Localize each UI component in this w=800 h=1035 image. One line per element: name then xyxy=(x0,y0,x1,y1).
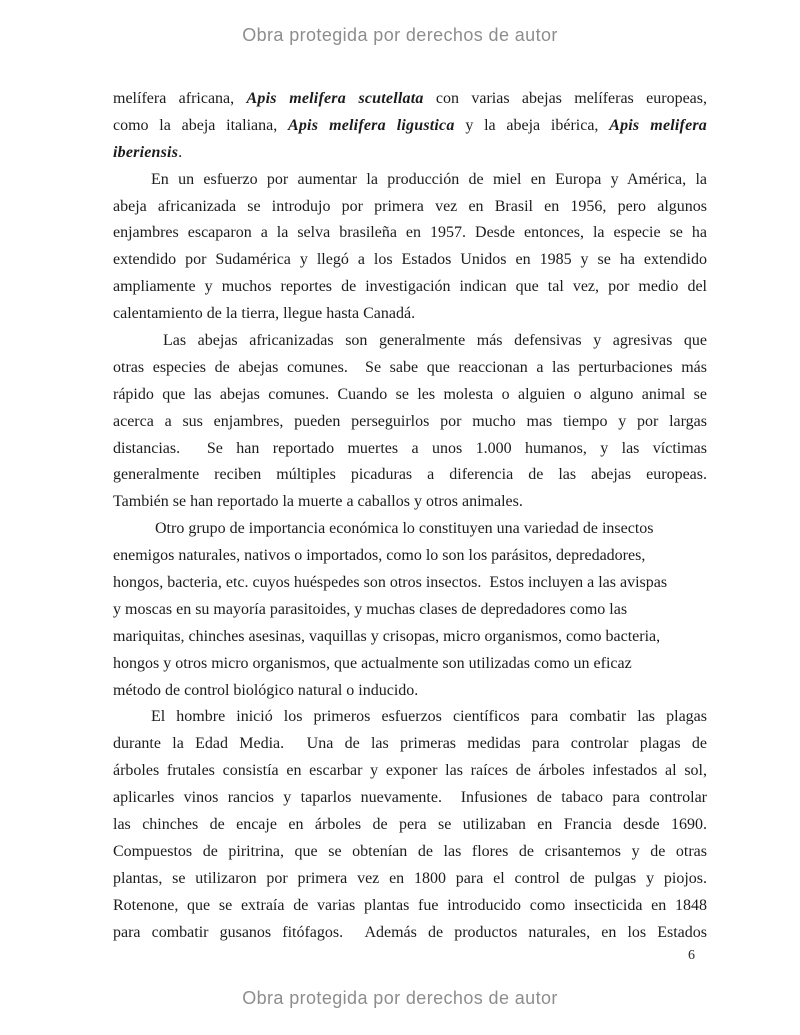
copyright-notice-top: Obra protegida por derechos de autor xyxy=(242,25,558,45)
text-line: Otro grupo de importancia económica lo constituyen una variedad de insectos xyxy=(155,520,654,538)
paragraph xyxy=(113,167,707,328)
text-line: Las abejas africanizadas son generalmente más defensivas y agresivas que xyxy=(163,332,707,350)
text-line: rápido que las abejas comunes. Cuando se les molesta o alguien o alguno animal se xyxy=(113,385,707,403)
text-line: y moscas en su mayoría parasitoides, y muchas clases de depredadores como las xyxy=(113,600,628,618)
text-line: plantas, se utilizaron por primera vez en 1800 para el control de pulgas y piojos. xyxy=(113,869,707,887)
page-number: 6 xyxy=(688,948,695,963)
text-line: método de control biológico natural o inducido. xyxy=(113,681,419,699)
text-line: Compuestos de piritrina, que se obtenían de las flores de crisantemos y de otras xyxy=(113,842,707,860)
text-line: En un esfuerzo por aumentar la producción de miel en Europa y América, la xyxy=(151,170,707,188)
text-line: enjambres escaparon a la selva brasileña en 1957. Desde entonces, la especie se ha xyxy=(113,224,707,242)
species-name: Apis melifera xyxy=(609,116,707,134)
paragraph xyxy=(113,704,707,946)
text-line: otras especies de abejas comunes. Se sabe que reaccionan a las perturbaciones más xyxy=(113,358,707,376)
text-line: como la abeja italiana, Apis melifera ligustica y la abeja ibérica, Apis melifera xyxy=(113,116,707,134)
paragraph xyxy=(113,328,707,516)
text-line: acerca a sus enjambres, pueden perseguirlos por mucho mas tiempo y por largas xyxy=(113,412,707,430)
paragraph xyxy=(113,516,707,704)
text-line: distancias. Se han reportado muertes a unos 1.000 humanos, y las víctimas xyxy=(113,439,707,457)
text-line: Rotenone, que se extraía de varias plantas fue introducido como insecticida en 1848 xyxy=(113,896,707,914)
paragraph xyxy=(113,86,707,167)
copyright-notice-bottom: Obra protegida por derechos de autor xyxy=(242,988,558,1008)
text-line: iberiensis. xyxy=(113,143,183,161)
text-line: durante la Edad Media. Una de las primeras medidas para controlar plagas de xyxy=(113,735,707,753)
text-line: mariquitas, chinches asesinas, vaquillas y crisopas, micro organismos, como bacteria, xyxy=(113,627,661,645)
text-line: calentamiento de la tierra, llegue hasta Canadá. xyxy=(113,305,416,323)
text-line: extendido por Sudamérica y llegó a los Estados Unidos en 1985 y se ha extendido xyxy=(113,251,707,269)
text-line: hongos y otros micro organismos, que actualmente son utilizadas como un eficaz xyxy=(113,654,632,672)
text-line: El hombre inició los primeros esfuerzos científicos para combatir las plagas xyxy=(151,708,707,726)
species-name: Apis melifera scutellata xyxy=(246,90,424,107)
species-name: Apis melifera ligustica xyxy=(287,116,455,134)
text-line: aplicarles vinos rancios y taparlos nuevamente. Infusiones de tabaco para controlar xyxy=(113,789,707,807)
species-name: iberiensis xyxy=(113,143,179,161)
text-line: para combatir gusanos fitófagos. Además de productos naturales, en los Estados xyxy=(113,923,707,941)
text-line: abeja africanizada se introdujo por primera vez en Brasil en 1956, pero algunos xyxy=(113,197,707,215)
text-line: generalmente reciben múltiples picaduras a diferencia de las abejas europeas. xyxy=(113,466,707,484)
text-line: hongos, bacteria, etc. cuyos huéspedes son otros insectos. Estos incluyen a las avispas xyxy=(113,574,668,592)
text-line: árboles frutales consistía en escarbar y exponer las raíces de árboles infestados al sol, xyxy=(113,762,707,780)
text-line: las chinches de encaje en árboles de pera se utilizaban en Francia desde 1690. xyxy=(113,816,707,834)
text-block xyxy=(113,86,707,947)
text-line: melífera africana, Apis melifera scutellata con varias abejas melíferas europeas, xyxy=(113,90,707,107)
text-line: También se han reportado la muerte a caballos y otros animales. xyxy=(113,493,523,511)
text-line: ampliamente y muchos reportes de investigación indican que tal vez, por medio del xyxy=(113,278,707,296)
text-line: enemigos naturales, nativos o importados, como lo son los parásitos, depredadores, xyxy=(113,547,646,565)
